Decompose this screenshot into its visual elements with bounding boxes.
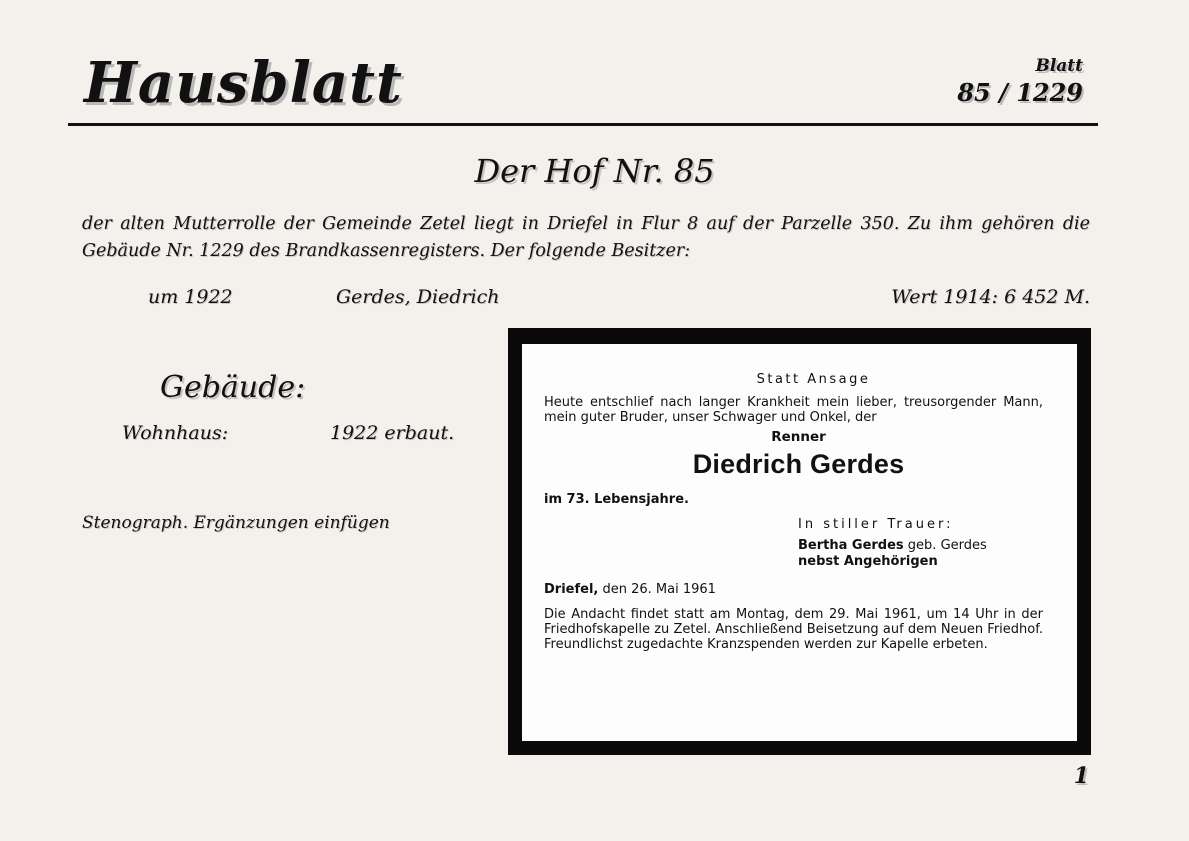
notice-widow-suffix: geb. Gerdes	[903, 538, 987, 553]
notice-mourners	[798, 538, 1043, 570]
steno-note: Stenograph. Ergänzungen einfügen	[82, 513, 390, 533]
notice-place-date	[544, 582, 1043, 597]
obituary-notice	[508, 328, 1091, 755]
notice-widow: Bertha Gerdes	[798, 538, 904, 553]
notice-age: im 73. Lebensjahre.	[544, 492, 689, 507]
notice-relatives: nebst Angehörigen	[798, 554, 938, 569]
blatt-number: 85 / 1229	[957, 78, 1083, 107]
owner-row	[148, 286, 1090, 314]
notice-place: Driefel,	[544, 582, 599, 597]
notice-intro: Heute entschlief nach langer Krankheit mein lieber, treusorgender Mann, mein guter Bruder, unser Schwager und Onkel, der	[544, 395, 1043, 425]
notice-andacht: Die Andacht findet statt am Montag, dem 29. Mai 1961, um 14 Uhr in der Friedhofskapelle zu Zetel. Anschließend Beisetzung auf dem Neuen Friedhof. Freundlichst zugedachte Kranzspenden werden zur Kapelle erbeten.	[544, 607, 1043, 652]
owner-year: um 1922	[148, 286, 233, 308]
blatt-label: Blatt	[1035, 56, 1083, 76]
owner-name: Gerdes, Diedrich	[336, 286, 500, 308]
owner-value: Wert 1914: 6 452 M.	[891, 286, 1090, 308]
building-row	[122, 422, 455, 452]
header-divider	[68, 123, 1098, 126]
notice-date: den 26. Mai 1961	[598, 582, 716, 597]
notice-trauer: In stiller Trauer:	[798, 517, 954, 532]
hof-title: Der Hof Nr. 85	[474, 152, 715, 190]
blatt-reference	[957, 56, 1083, 107]
wohnhaus-value: 1922 erbaut.	[330, 422, 455, 444]
page-title: Hausblatt	[84, 50, 403, 116]
page-number: 1	[1073, 763, 1089, 789]
notice-occupation: Renner	[771, 429, 826, 445]
obituary-notice-content	[522, 344, 1077, 741]
wohnhaus-label: Wohnhaus:	[122, 422, 229, 444]
intro-paragraph: der alten Mutterrolle der Gemeinde Zetel liegt in Driefel in Flur 8 auf der Parzelle 350. Zu ihm gehören die Gebäude Nr. 1229 des Brandkassenregisters. Der folgende Besitzer:	[82, 214, 1090, 261]
gebaeude-heading: Gebäude:	[160, 370, 306, 405]
notice-statt-ansage: Statt Ansage	[756, 372, 871, 387]
notice-deceased-name: Diedrich Gerdes	[692, 449, 905, 479]
